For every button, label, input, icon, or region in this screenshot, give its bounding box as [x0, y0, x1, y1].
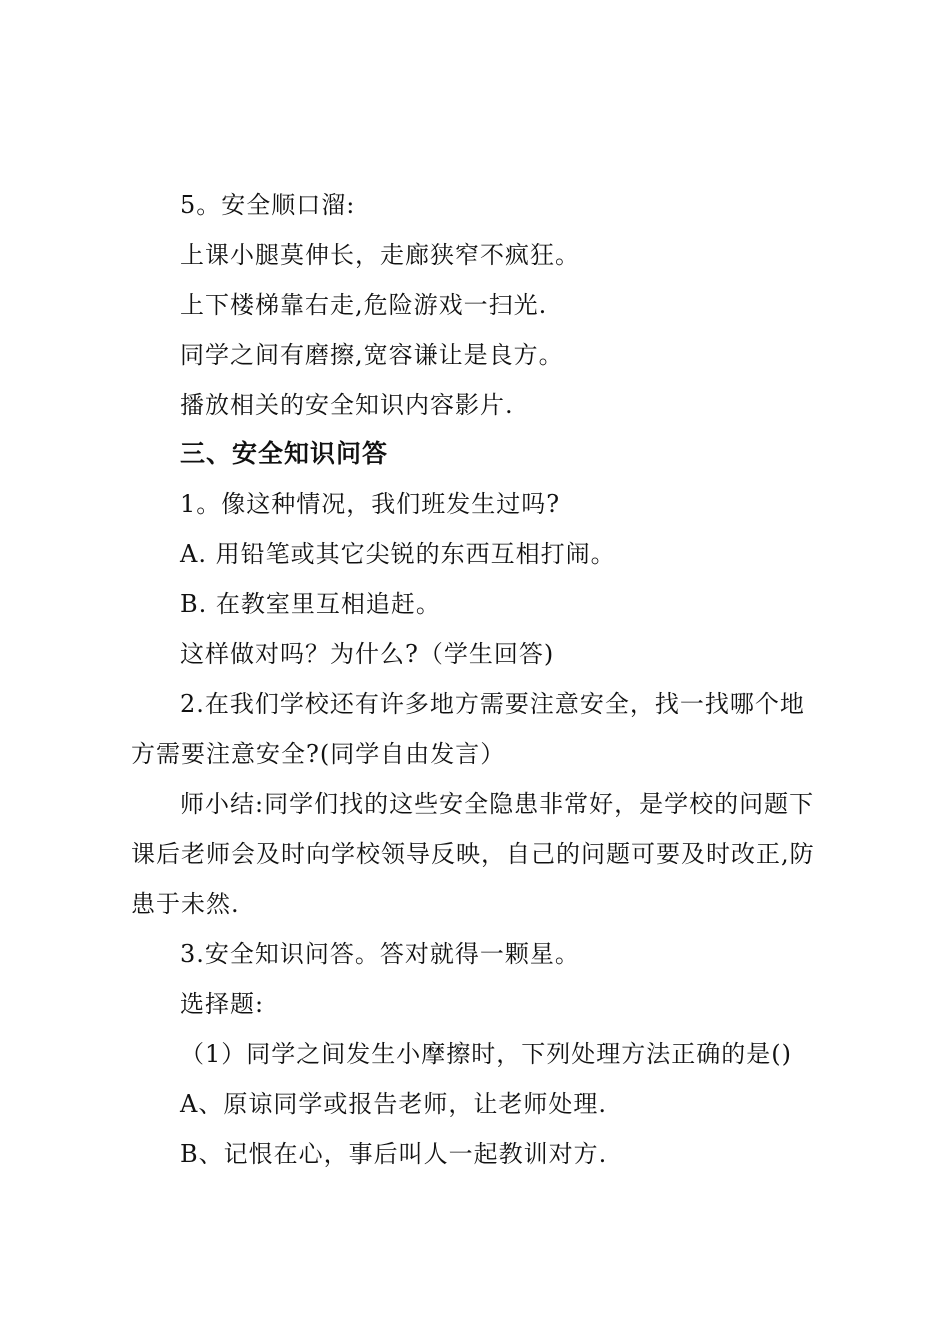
rhyme-line-2: 上下楼梯靠右走,危险游戏一扫光.: [180, 291, 548, 319]
section-heading: 三、安全知识问答: [180, 439, 389, 468]
question-1-option-a: A. 用铅笔或其它尖锐的东西互相打闹。: [180, 540, 616, 568]
question-2-line-1: 2.在我们学校还有许多地方需要注意安全，找一找哪个地: [180, 690, 805, 718]
summary-line-3: 患于未然.: [131, 890, 240, 918]
video-note: 播放相关的安全知识内容影片.: [180, 391, 514, 419]
rhyme-line-3: 同学之间有磨擦,宽容谦让是良方。: [180, 341, 564, 369]
question-1-option-b: B. 在教室里互相追赶。: [180, 590, 441, 618]
choice-option-b: B、记恨在心，事后叫人一起教训对方.: [180, 1140, 608, 1168]
summary-line-1: 师小结:同学们找的这些安全隐患非常好，是学校的问题下: [180, 790, 815, 818]
rhyme-line-1: 上课小腿莫伸长，走廊狭窄不疯狂。: [180, 241, 580, 269]
question-1: 1。像这种情况，我们班发生过吗?: [180, 490, 561, 518]
choice-heading: 选择题:: [180, 990, 265, 1018]
summary-line-2: 课后老师会及时向学校领导反映，自己的问题可要及时改正,防: [131, 840, 815, 868]
choice-option-a: A、原谅同学或报告老师，让老师处理.: [180, 1090, 607, 1118]
rhyme-title: 5。安全顺口溜:: [180, 191, 356, 219]
question-1-followup: 这样做对吗？为什么?（学生回答): [180, 640, 555, 668]
question-3: 3.安全知识问答。答对就得一颗星。: [180, 940, 580, 968]
choice-question-1: （1）同学之间发生小摩擦时，下列处理方法正确的是(): [180, 1040, 792, 1068]
question-2-line-2: 方需要注意安全?(同学自由发言）: [131, 740, 506, 768]
